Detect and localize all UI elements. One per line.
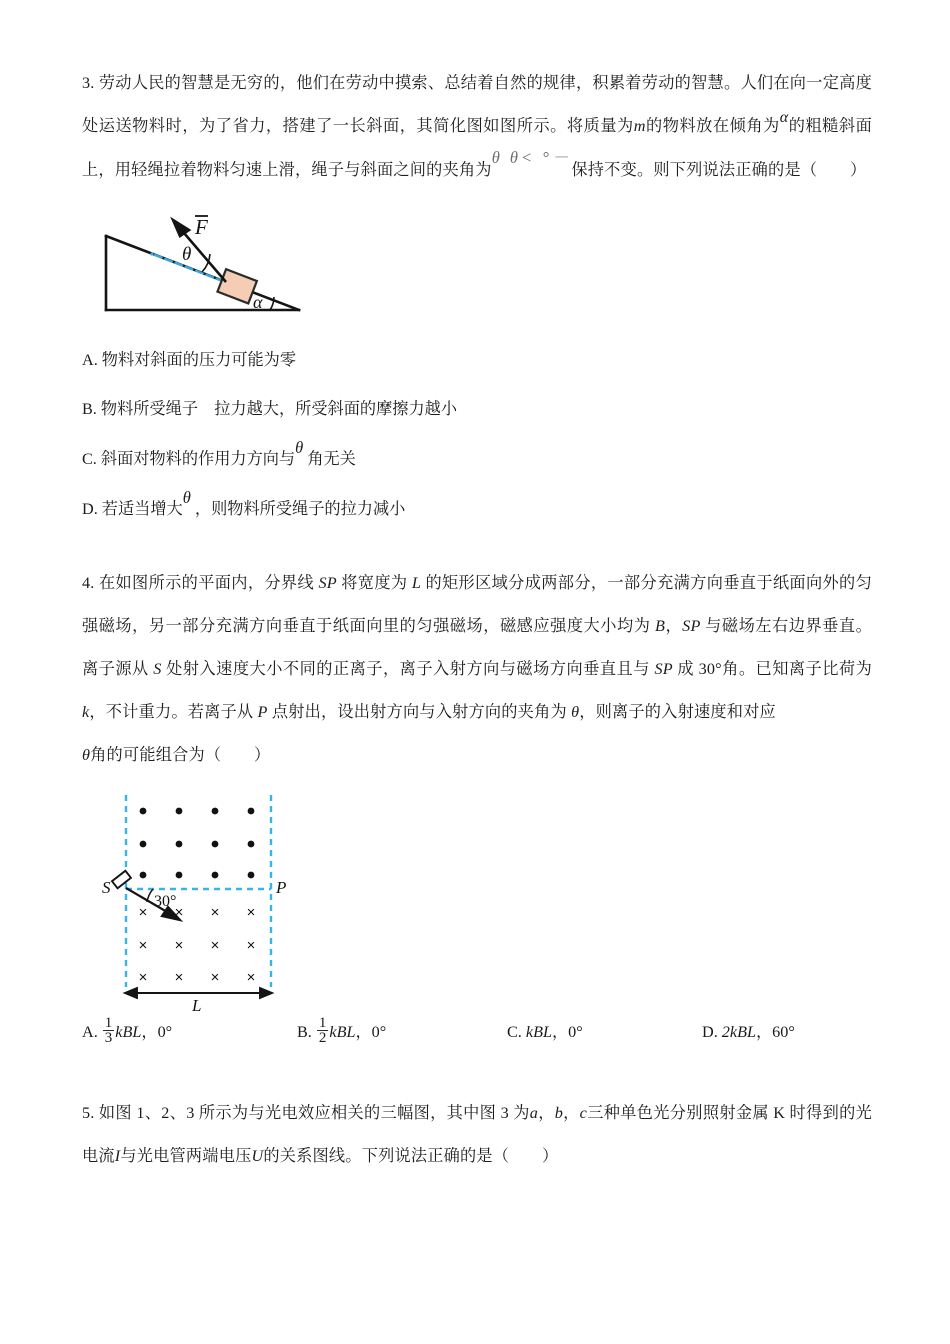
label-L: L [192,996,202,1014]
option-4-B[interactable]: B. $\frac{1}{2}$ kBL，0° [297,1015,387,1047]
option-4-B-fraction [317,1017,329,1046]
option-4-B-denominator: 2 [318,1030,327,1047]
svg-text:×: × [174,937,184,954]
q5-symbol-I: I [114,1147,121,1165]
q5-text-part4: 的关系图线。下列说法正确的是（ [263,1147,510,1165]
q5-symbol-a: a [529,1104,539,1122]
material-block [217,269,256,303]
q5-text-part5: ） [541,1147,559,1165]
option-4-B-unit: kBL [329,1023,356,1041]
svg-text:×: × [210,904,220,921]
q5-symbol-c: c [579,1104,588,1122]
svg-text:×: × [246,969,256,986]
svg-text:×: × [174,904,184,921]
question-4-stem [82,562,872,777]
option-4-C-unit: kBL [525,1023,552,1041]
label-30-degree: 30° [154,893,177,910]
q4-symbol-SP-2: SP [682,617,701,635]
q4-text-part9: 点射出，设出射方向与入射方向的夹角为 [271,703,567,721]
field-region-boundaries [126,795,271,987]
q4-text-part12: ） [254,746,271,764]
field-out-of-page-dots [140,808,255,879]
option-4-B-label: B. [297,1023,312,1041]
q4-symbol-SP-1: SP [318,574,337,592]
label-S: S [102,878,111,897]
option-4-D-label: D. [702,1023,718,1041]
q4-text-part11: 角的可能组合为（ [90,746,222,764]
option-3-C-text-post: 角无关 [307,450,356,468]
label-P: P [276,878,287,897]
option-3-B-text: 物料所受绳子 拉力越大，所受斜面的摩擦力越小 [100,400,458,418]
q3-symbol-alpha: α [779,109,789,126]
question-5-stem [82,1092,872,1178]
option-4-A-angle: 0° [157,1023,173,1041]
question-4 [82,562,872,1064]
spacer-q3-q4 [82,540,872,562]
q5-text-part3: 与光电管两端电压 [120,1147,252,1165]
q3-text-part3: 的粗糙斜面上，用轻绳拉着物料匀速上滑，绳子与斜面之间的夹角为 [82,117,872,179]
option-4-A-fraction [103,1017,115,1046]
q3-symbol-m: m [633,117,646,135]
field-into-page-crosses [139,904,256,986]
option-3-D-text-post: ，则物料所受绳子的拉力减小 [194,500,406,518]
q4-symbol-P: P [257,703,268,721]
svg-text:×: × [174,969,184,986]
option-3-C[interactable] [82,434,872,484]
svg-text:×: × [246,937,256,954]
q5-text-part1: 5. 如图 1、2、3 所示为与光电效应相关的三幅图，其中图 3 为 [82,1104,530,1122]
q4-symbol-SP-3: SP [654,660,673,678]
q3-text-part1: 3. 劳动人民的智慧是无穷的，他们在劳动中摸索、总结着自然的规律，积累着劳动的智慧。人们在向一定高度处运送物料时，为了省力，搭建了一长斜面，其简化图如图所示。将质量为 [82,74,872,135]
option-4-A-unit: kBL [115,1023,142,1041]
question-3-stem [82,62,872,192]
page-content [82,62,872,1184]
option-4-B-numerator: 1 [318,1015,327,1032]
q5-text-part2: 三种单色光分别照射金属 K 时得到的光电流 [82,1104,872,1165]
q3-theta-ineq: θ< [509,148,536,167]
option-3-D[interactable] [82,484,872,534]
option-3-D-theta: θ [182,488,191,507]
option-4-D-unit: 2kBL [721,1023,756,1041]
q3-theta-deg: °－ [542,148,572,167]
option-4-A-label: A. [82,1023,98,1041]
angle-30-arc [147,889,153,902]
force-label-F [194,215,208,239]
q4-symbol-k: k [82,703,90,721]
q4-text-part3: 的矩形区域分成两部分，一部分充满方向垂直于纸面向外的匀强磁场，另一部分充满方向垂直于纸面向里的匀强磁场，磁感应强度大小均为 [82,574,872,635]
ion-source-box [112,871,131,889]
option-4-D[interactable]: D. 2kBL，60° [702,1023,795,1041]
dashed-line-origin-dot [150,252,153,255]
q4-symbol-S: S [153,660,162,678]
q5-comma-2: ， [563,1104,580,1122]
q4-text-part1: 4. 在如图所示的平面内，分界线 [82,574,315,592]
q4-symbol-theta-1: θ [571,703,580,721]
q4-text-comma1: ， [665,617,683,635]
option-3-C-label: C. [82,450,97,468]
option-4-B-angle: 0° [371,1023,387,1041]
svg-text:×: × [246,904,256,921]
q3-text-part2: 的物料放在倾角为 [645,117,780,135]
option-3-B[interactable] [82,385,872,434]
question-4-options [82,1015,872,1064]
q4-symbol-L: L [411,574,422,592]
theta-label: θ [182,244,192,265]
svg-text:×: × [138,969,148,986]
option-3-A[interactable] [82,336,872,385]
q3-theta-sym: θ [491,148,503,167]
option-3-C-theta: θ [295,438,304,457]
svg-text:×: × [210,937,220,954]
q5-symbol-U: U [251,1147,264,1165]
question-3 [82,62,872,534]
q4-text-part8: ，不计重力。若离子从 [89,703,254,721]
q4-text-part2: 将宽度为 [341,574,408,592]
option-4-A[interactable]: A. $\frac{1}{3}$ kBL，0° [82,1015,173,1047]
inclined-plane-diagram [94,202,324,330]
option-3-A-text: 物料对斜面的压力可能为零 [101,351,297,369]
q5-comma-1: ， [538,1104,555,1122]
svg-text:×: × [138,904,148,921]
q3-theta-condition [492,136,572,179]
spacer-q4-q5 [82,1070,872,1092]
alpha-label: α [253,292,263,312]
q4-text-part6: 处射入速度大小不同的正离子，离子入射方向与磁场方向垂直且与 [166,660,650,678]
question-3-options [82,336,872,534]
svg-text:×: × [210,969,220,986]
option-3-A-label: A. [82,351,98,369]
q3-text-part4: 保持不变。则下列说法正确的是（ [571,161,818,179]
option-4-A-denominator: 3 [104,1030,113,1047]
option-4-C-angle: 0° [568,1023,583,1041]
q3-text-part5: ） [850,161,867,179]
question-5 [82,1092,872,1178]
q5-symbol-b: b [554,1104,564,1122]
magnetic-field-region-diagram [96,789,311,1014]
q4-text-part7: 成 30°角。已知离子比荷为 [677,660,872,678]
q4-text-part5: 与磁场左右边界垂直。离子源从 [82,617,872,678]
option-4-A-numerator: 1 [104,1015,113,1032]
q4-symbol-theta-2: θ [82,746,91,764]
svg-text:×: × [138,937,148,954]
option-4-D-angle: 60° [772,1023,795,1041]
option-4-C-label: C. [507,1023,522,1041]
svg-text:F: F [195,215,208,239]
option-4-C[interactable]: C. kBL，0° [507,1023,583,1041]
option-3-D-text-pre: 若适当增大 [101,500,183,518]
q4-text-part10: ，则离子的入射速度和对应 [579,703,776,721]
option-3-B-label: B. [82,400,97,418]
option-3-D-label: D. [82,500,98,518]
option-3-C-text-pre: 斜面对物料的作用力方向与 [100,450,296,468]
q4-symbol-B: B [655,617,666,635]
